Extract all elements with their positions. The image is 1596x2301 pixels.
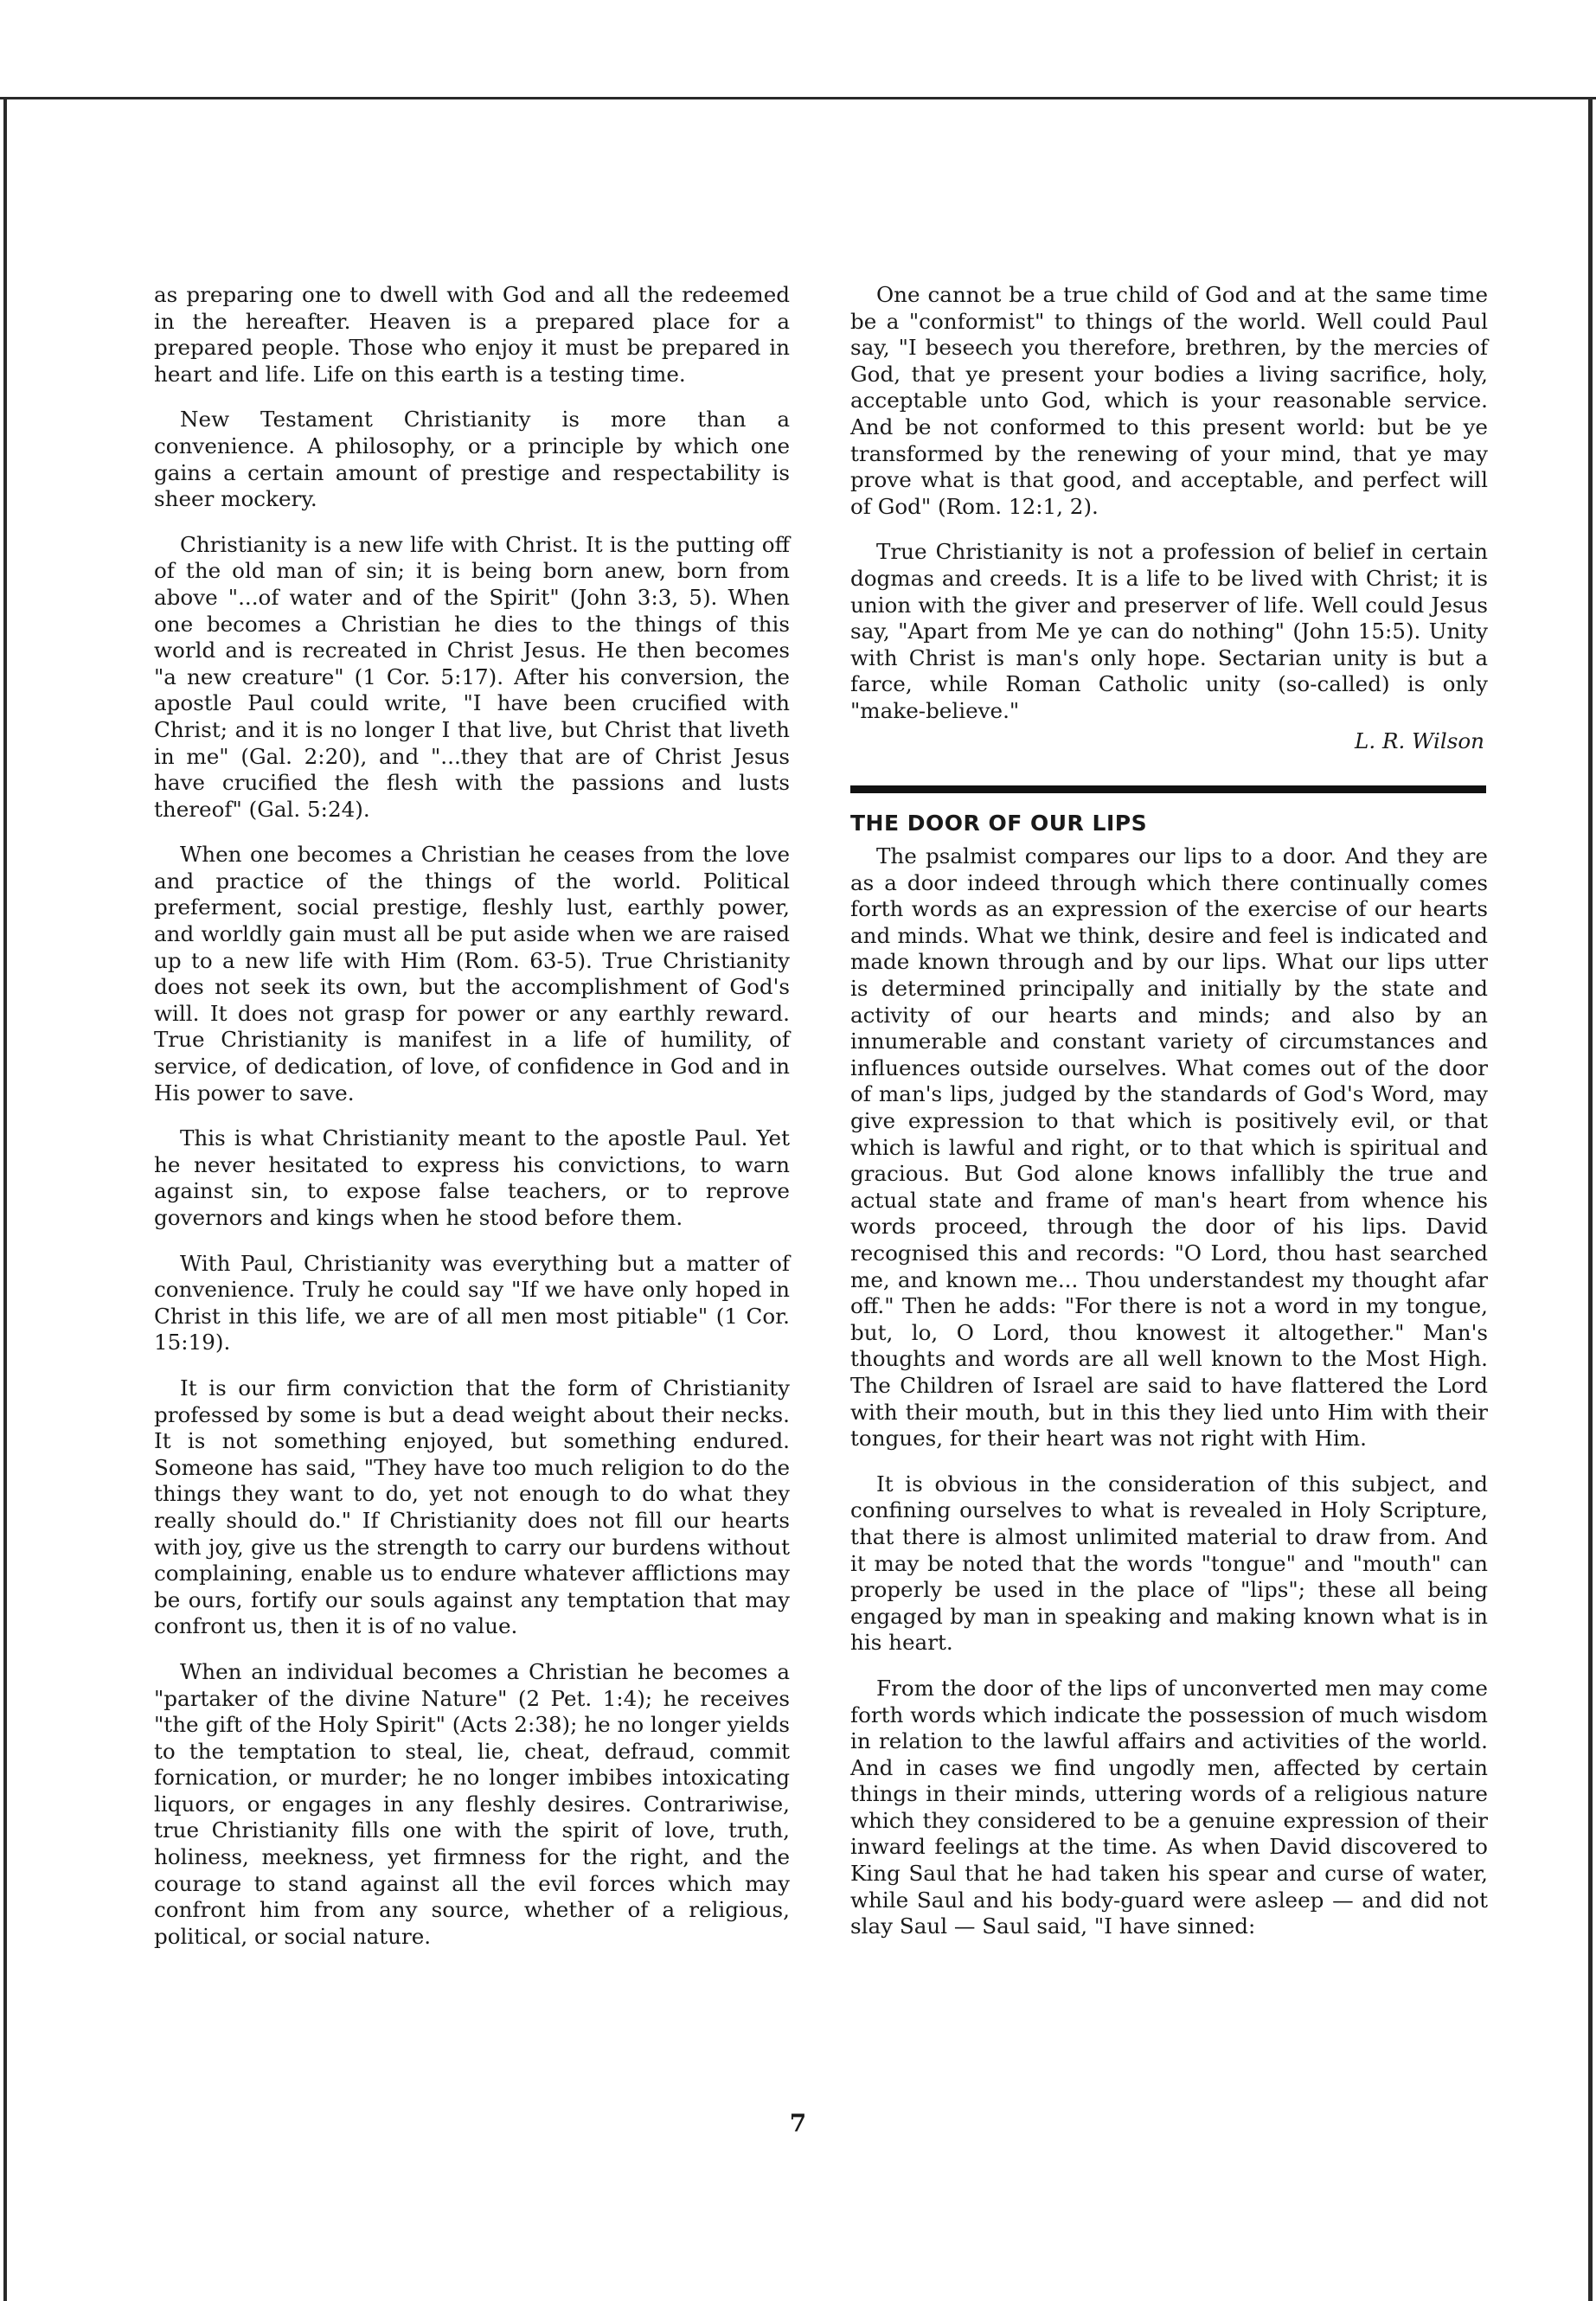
body-paragraph: Christianity is a new life with Christ. It is the putting off of the old man of sin; it is being born anew, born from above "...of water and of the Spirit" (John 3:3, 5). When one becomes a Christian he dies to the things of this world and is recreated in Christ Jesus. He then becomes "a new creature" (1 Cor. 5:17). After his conversion, the apostle Paul could write, "I have been crucified with Christ; and it is no longer I that live, but Christ that liveth in me" (Gal. 2:20), and "...they that are of Christ Jesus have crucified the flesh with the passions and lusts thereof" (Gal. 5:24).	[154, 531, 790, 822]
body-paragraph: It is our firm conviction that the form of Christianity professed by some is but a dead weight about their necks. It is not something enjoyed, but something endured. Someone has said, "They have too much religion to do the things they want to do, yet not enough to do what they really should do." If Christianity does not fill our hearts with joy, give us the strength to carry our burdens without complaining, enable us to endure whatever afflictions may be ours, fortify our souls against any temptation that may confront us, then it is of no value.	[154, 1375, 790, 1639]
left-column	[154, 282, 790, 1969]
body-paragraph: When an individual becomes a Christian he becomes a "partaker of the divine Nature" (2 Pet. 1:4); he receives "the gift of the Holy Spirit" (Acts 2:38); he no longer yields to the temptation to steal, lie, cheat, defraud, commit fornication, or murder; he no longer imbibes intoxicating liquors, or engages in any fleshly desires. Contrariwise, true Christianity fills one with the spirit of love, truth, holiness, meekness, yet firmness for the right, and the courage to stand against all the evil forces which may confront him from any source, whether of a religious, political, or social nature.	[154, 1658, 790, 1949]
body-paragraph: as preparing one to dwell with God and all the redeemed in the hereafter. Heaven is a prepared place for a prepared people. Those who enjoy it must be prepared in heart and life. Life on this earth is a testing time.	[154, 282, 790, 387]
body-paragraph: The psalmist compares our lips to a door. And they are as a door indeed through which there continually comes forth words as an expression of the exercise of our hearts and minds. What we think, desire and feel is indicated and made known through and by our lips. What our lips utter is determined principally and initially by the state and activity of our hearts and minds; and also by an innumerable and constant variety of circumstances and influences outside ourselves. What comes out of the door of man's lips, judged by the standards of God's Word, may give expression to that which is positively evil, or that which is lawful and right, or to that which is spiritual and gracious. But God alone knows infallibly the true and actual state and frame of man's heart from whence his words proceed, through the door of his lips. David recognised this and records: "O Lord, thou hast searched me, and known me... Thou understandest my thought afar off." Then he adds: "For there is not a word in my tongue, but, lo, O Lord, thou knowest it altogether." Man's thoughts and words are all well known to the Most High. The Children of Israel are said to have flattered the Lord with their mouth, but in this they lied unto Him with their tongues, for their heart was not right with Him.	[850, 843, 1488, 1452]
scan-border-right	[1588, 97, 1593, 2301]
body-paragraph: When one becomes a Christian he ceases from the love and practice of the things of the world. Political preferment, social prestige, fleshly lust, earthly power, and worldly gain must all be put aside when we are raised up to a new life with Him (Rom. 63-5). True Christianity does not seek its own, but the accomplishment of God's will. It does not grasp for power or any earthly reward. True Christianity is manifest in a life of humility, of service, of dedication, of love, of confidence in God and in His power to save.	[154, 842, 790, 1106]
body-paragraph: From the door of the lips of unconverted men may come forth words which indicate the possession of much wisdom in relation to the lawful affairs and activities of the world. And in cases we find ungodly men, affected by certain things in their minds, uttering words of a religious nature which they considered to be a genuine expression of their inward feelings at the time. As when David discovered to King Saul that he had taken his spear and curse of water, while Saul and his body-guard were asleep — and did not slay Saul — Saul said, "I have sinned:	[850, 1675, 1488, 1939]
scan-border-left	[3, 97, 7, 2301]
body-paragraph: New Testament Christianity is more than a convenience. A philosophy, or a principle by which one gains a certain amount of prestige and respectability is sheer mockery.	[154, 407, 790, 512]
section-divider	[850, 785, 1486, 793]
body-paragraph: It is obvious in the consideration of this subject, and confining ourselves to what is revealed in Holy Scripture, that there is almost unlimited material to draw from. And it may be noted that the words "tongue" and "mouth" can properly be used in the place of "lips"; these all being engaged by man in speaking and making known what is in his heart.	[850, 1471, 1488, 1656]
body-paragraph: With Paul, Christianity was everything but a matter of convenience. Truly he could say "If we have only hoped in Christ in this life, we are of all men most pitiable" (1 Cor. 15:19).	[154, 1250, 790, 1356]
page-number: 7	[789, 2109, 807, 2138]
body-paragraph: One cannot be a true child of God and at the same time be a "conformist" to things of the world. Well could Paul say, "I beseech you therefore, brethren, by the mercies of God, that ye present your bodies a living sacrifice, holy, acceptable unto God, which is your reasonable service. And be not conformed to this present world: but be ye transformed by the renewing of your mind, that ye may prove what is that good, and acceptable, and perfect will of God" (Rom. 12:1, 2).	[850, 282, 1488, 519]
section-title: THE DOOR OF OUR LIPS	[850, 811, 1148, 836]
author-byline: L. R. Wilson	[1355, 727, 1484, 753]
right-column	[850, 282, 1488, 1959]
body-paragraph: This is what Christianity meant to the apostle Paul. Yet he never hesitated to express his convictions, to warn against sin, to expose false teachers, or to reprove governors and kings when he stood before them.	[154, 1125, 790, 1230]
scan-border-top	[0, 97, 1596, 99]
body-paragraph: True Christianity is not a profession of belief in certain dogmas and creeds. It is a life to be lived with Christ; it is union with the giver and preserver of life. Well could Jesus say, "Apart from Me ye can do nothing" (John 15:5). Unity with Christ is man's only hope. Sectarian unity is but a farce, while Roman Catholic unity (so-called) is only "make-believe."	[850, 539, 1488, 723]
